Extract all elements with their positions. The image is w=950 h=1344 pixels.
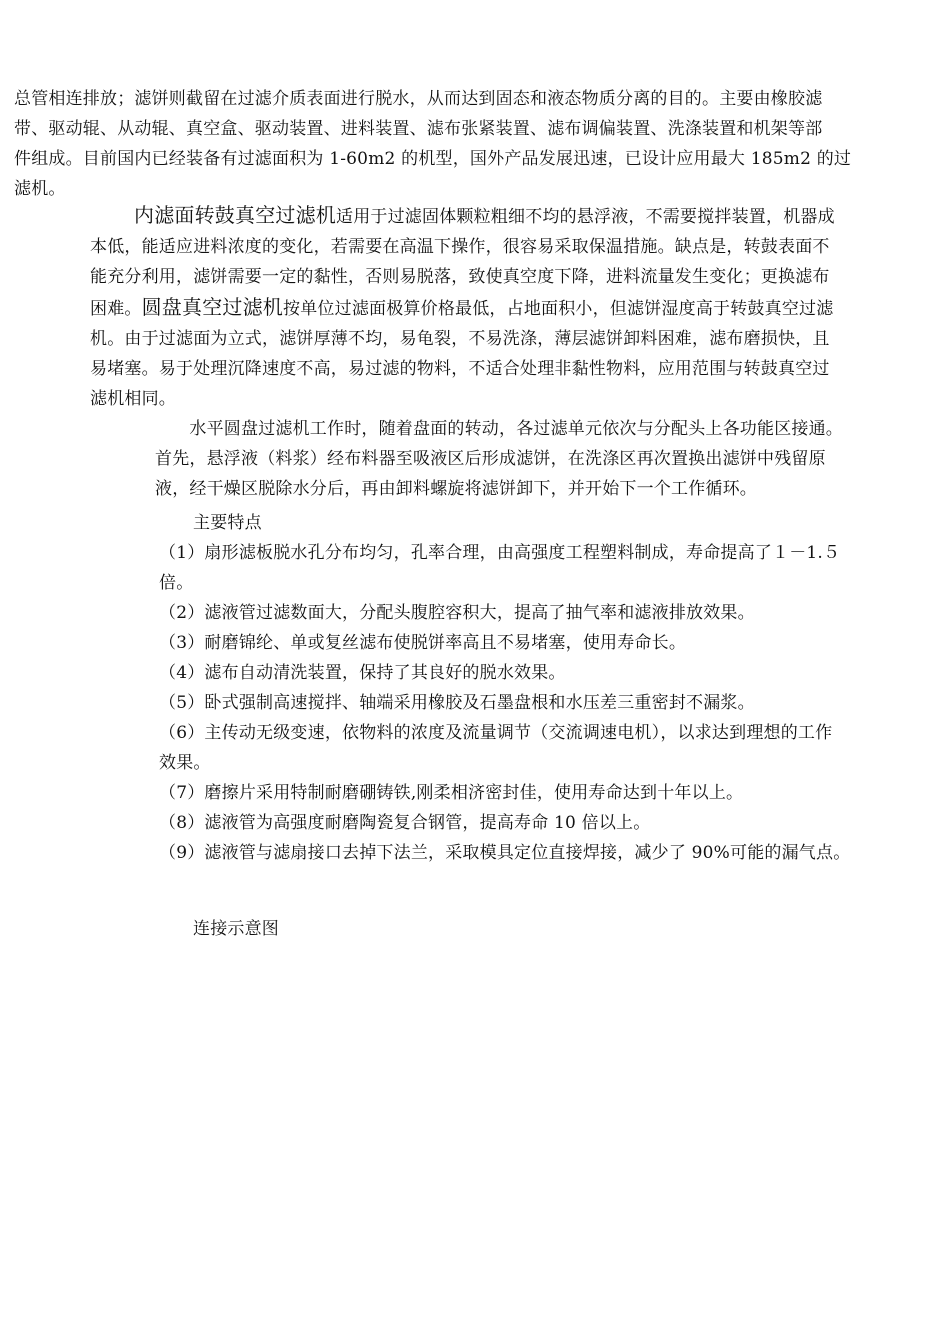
text-run: 按单位过滤面极算价格最低，占地面积小，但滤饼湿度高于转鼓真空过滤 (283, 299, 834, 319)
list-item: （4）滤布自动清洗装置，保持了其良好的脱水效果。 (159, 663, 566, 683)
text-line: 件组成。目前国内已经装备有过滤面积为 1-60m2 的机型，国外产品发展迅速，已设计应用最大 185m2 的过 (14, 149, 852, 169)
heading-inner-drum-vacuum-filter: 内滤面转鼓真空过滤机 (134, 203, 336, 227)
list-item: （1）扇形滤板脱水孔分布均匀，孔率合理，由高强度工程塑料制成，寿命提高了１－1.５ (159, 543, 841, 563)
text-line: 本低，能适应进料浓度的变化，若需要在高温下操作，很容易采取保温措施。缺点是，转鼓表面不 (90, 237, 830, 257)
list-item: （8）滤液管为高强度耐磨陶瓷复合钢管，提高寿命 10 倍以上。 (159, 813, 651, 833)
text-line: 水平圆盘过滤机工作时，随着盘面的转动，各过滤单元依次与分配头上各功能区接通。 (155, 419, 843, 439)
text-line: 易堵塞。易于处理沉降速度不高，易过滤的物料，不适合处理非黏性物料，应用范围与转鼓真空过 (90, 359, 830, 379)
text-line: 带、驱动辊、从动辊、真空盒、驱动装置、进料装置、滤布张紧装置、滤布调偏装置、洗涤装置和机架等部 (14, 119, 823, 139)
features-title: 主要特点 (193, 513, 262, 533)
text-line: 首先，悬浮液（料浆）经布料器至吸液区后形成滤饼，在洗涤区再次置换出滤饼中残留原 (155, 449, 826, 469)
text-line (90, 292, 835, 324)
list-item: 效果。 (159, 753, 211, 773)
list-item: （2）滤液管过滤数面大，分配头腹腔容积大，提高了抽气率和滤液排放效果。 (159, 603, 755, 623)
list-item: 倍。 (159, 573, 194, 593)
text-line: 能充分利用，滤饼需要一定的黏性，否则易脱落，致使真空度下降，进料流量发生变化；更换滤布 (90, 267, 830, 287)
text-line: 总管相连排放；滤饼则截留在过滤介质表面进行脱水，从而达到固态和液态物质分离的目的。主要由橡胶滤 (14, 89, 823, 109)
text-line: 滤机。 (14, 179, 66, 199)
text-line: 液，经干燥区脱除水分后，再由卸料螺旋将滤饼卸下，并开始下一个工作循环。 (155, 479, 757, 499)
text-line: 机。由于过滤面为立式，滤饼厚薄不均，易龟裂，不易洗涤，薄层滤饼卸料困难，滤布磨损快，且 (90, 329, 830, 349)
text-line: 滤机相同。 (90, 389, 176, 409)
list-item: （5）卧式强制高速搅拌、轴端采用橡胶及石墨盘根和水压差三重密封不漏浆。 (159, 693, 755, 713)
paragraph-belt-filter (14, 84, 851, 204)
list-item: （3）耐磨锦纶、单或复丝滤布使脱饼率高且不易堵塞，使用寿命长。 (159, 633, 687, 653)
features-list (159, 538, 850, 868)
paragraph-horizontal-disc-filter (155, 414, 843, 504)
text-run: 困难。 (90, 299, 142, 319)
text-line (90, 200, 835, 232)
heading-disc-vacuum-filter: 圆盘真空过滤机 (141, 295, 284, 319)
text-run: 适用于过滤固体颗粒粗细不均的悬浮液，不需要搅拌装置，机器成 (336, 207, 835, 227)
figure-caption: 连接示意图 (193, 919, 279, 939)
list-item: （9）滤液管与滤扇接口去掉下法兰，采取模具定位直接焊接，减少了 90%可能的漏气点。 (159, 843, 851, 863)
list-item: （6）主传动无级变速，依物料的浓度及流量调节（交流调速电机），以求达到理想的工作 (159, 723, 833, 743)
list-item: （7）磨擦片采用特制耐磨硼铸铁,刚柔相济密封佳，使用寿命达到十年以上。 (159, 783, 744, 803)
paragraph-drum-and-disc-filters (90, 200, 835, 414)
